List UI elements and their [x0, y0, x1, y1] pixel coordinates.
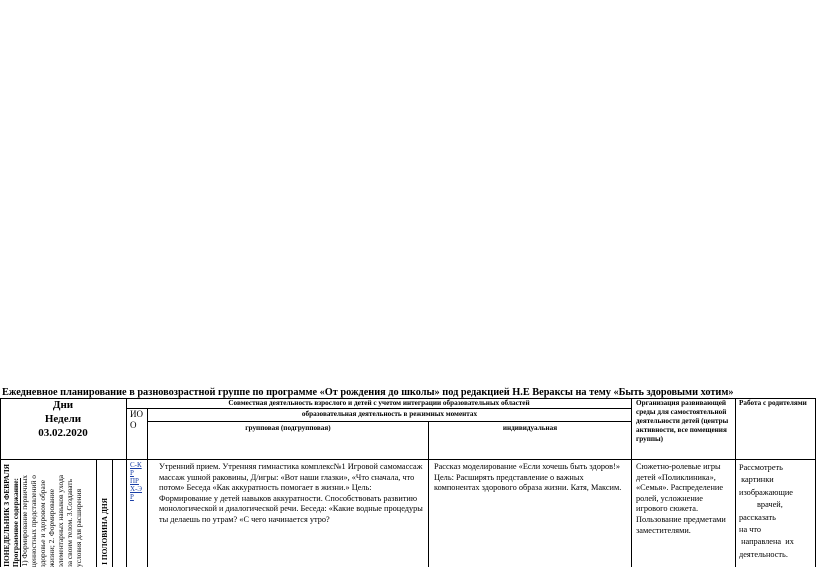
parents-header: Работа с родителями [739, 399, 807, 407]
day-name: ПОНЕДЕЛЬНИК 3 ФЕВРАЛЯ [2, 464, 12, 567]
half-day-label: I ПОЛОВИНА ДНЯ [100, 498, 109, 565]
area-code: Х-Э [130, 485, 143, 493]
day-program-cell [1, 460, 96, 567]
edu-activity-header: образовательная деятельность в режимных моментах [301, 410, 478, 418]
environment-header: Организация развивающей среды для самостоятельной деятельности детей (центры активности, все помещения группы) [636, 399, 729, 443]
parents-line: на что [739, 525, 762, 535]
program-line: жизни; 2. Формирование [47, 488, 57, 567]
parents-text [739, 462, 814, 561]
area-code: Р [130, 493, 134, 501]
area-code: ПР [130, 477, 139, 485]
program-line: элементарных навыков ухода [56, 474, 66, 567]
parents-line: картинки [739, 475, 774, 485]
program-line: за своим телом. 3.Создавать [65, 478, 75, 567]
parents-line: деятельность. [739, 549, 788, 559]
parents-line: врачей, [757, 500, 783, 510]
group-activity-text: Утренний прием. Утренняя гимнастика комплекс№1 Игровой самомассаж массаж ушной раковины, Д/игры: «Вот наши глазки», «Что сначала, что потом» Беседа «Как аккуратность помогает в жизни.» Цель: Формирование у детей навыков аккуратности. Способствовать развитию монологической и диалогической речи. Беседа: «Какие водные процедуры ты делаешь по утрам? «С чего начинается утро? [159, 462, 423, 524]
parents-line: рассказать [739, 512, 776, 522]
individual-activity-text: Рассказ моделирование «Если хочешь быть здоров!» Цель: Расширять представление о важных компонентах здорового образа жизни. Катя, Максим. [434, 462, 622, 493]
program-line: 1) Формирование первичных [20, 475, 30, 567]
date-label: 03.02.2020 [38, 427, 88, 439]
parents-line: изображающие [739, 487, 793, 497]
parents-line: направлена их [739, 537, 794, 547]
io-header: ИО О [130, 409, 143, 430]
half-day-cell [97, 460, 112, 567]
parents-line: Рассмотреть [739, 463, 783, 472]
program-content-label: Программное содержание: [11, 477, 21, 567]
document-title: Ежедневное планирование в разновозрастной группе по программе «От рождения до школы» под редакцией Н.Е Вераксы на тему «Быть здоровыми хотим» [2, 387, 734, 398]
environment-text: Сюжетно-ролевые игры детей «Поликлиника», «Семья». Распределение ролей, усложнение игрового сюжета. Пользование предметами заместителями. [636, 462, 726, 535]
days-label: Дни [52, 399, 74, 411]
group-header: групповая (подгрупповая) [245, 424, 331, 432]
program-line: условия для расширения [74, 489, 84, 567]
joint-activity-header: Совместная деятельность взрослого и детей с учетом интеграции образовательных областей [228, 399, 530, 407]
area-code: С-К Р [130, 461, 142, 477]
week-label: Недели [44, 413, 82, 425]
program-line: ценностных представлений о [29, 474, 39, 567]
program-line: здоровье и здоровом образе [38, 479, 48, 567]
individual-header: индивидуальная [502, 424, 558, 432]
edu-areas [130, 461, 146, 501]
days-header [0, 398, 126, 440]
